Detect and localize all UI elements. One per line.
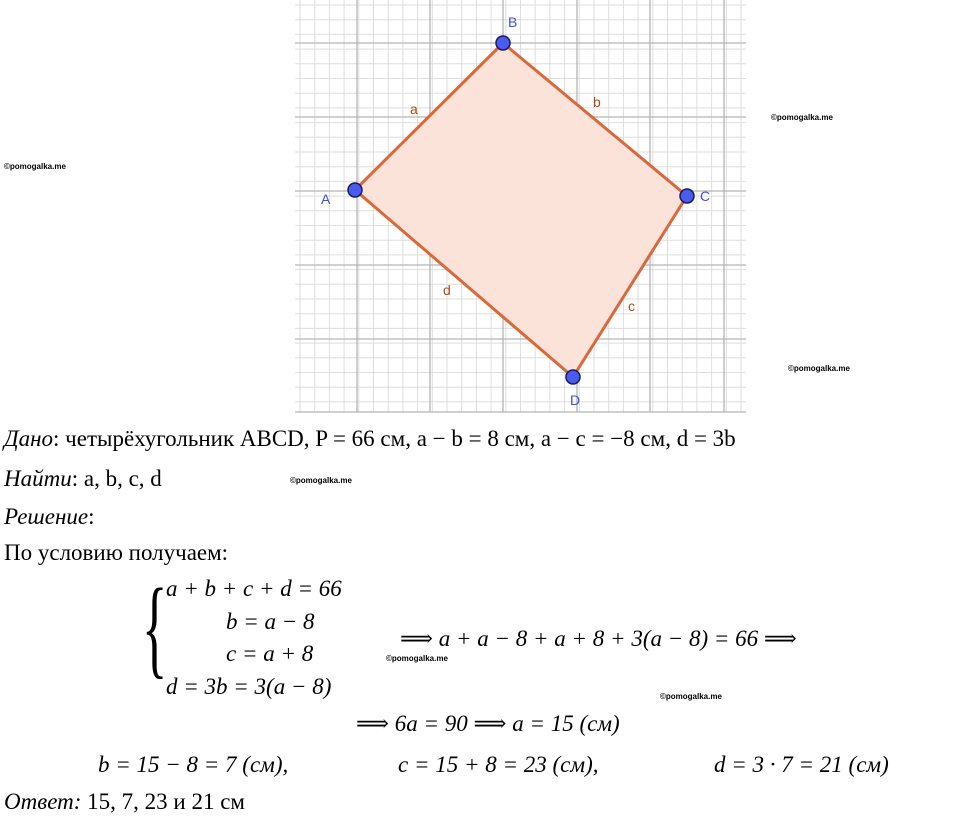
solution-colon: : (88, 504, 95, 529)
vertex-point-d (566, 370, 580, 384)
solution-intro: По условию получаем: (4, 540, 229, 565)
given-text: : четырёхугольник ABCD, P = 66 см, a − b = 8 см, a − c = −8 см, d = 3b (53, 426, 736, 451)
c-calc: c = 15 + 8 = 23 (см), (398, 752, 599, 777)
system-eq-1: a + b + c + d = 66 (166, 576, 342, 601)
side-label-c: c (628, 298, 635, 314)
vertex-point-b (496, 36, 510, 50)
vertex-label-b: B (508, 14, 518, 30)
watermark-4: ©pomogalka.me (290, 476, 352, 485)
watermark-6: ©pomogalka.me (660, 692, 722, 701)
watermark-3: ©pomogalka.me (788, 364, 850, 373)
watermark-1: ©pomogalka.me (4, 162, 66, 171)
solution-label: Решение (4, 504, 89, 529)
given-label: Дано (4, 426, 54, 451)
system-eq-4: d = 3b = 3(a − 8) (166, 674, 332, 699)
watermark-2: ©pomogalka.me (771, 113, 833, 122)
side-label-b: b (593, 94, 601, 110)
vertex-point-a (348, 183, 362, 197)
vertex-label-a: A (321, 191, 331, 207)
vertex-label-d: D (570, 392, 581, 408)
side-label-a: a (410, 101, 418, 117)
answer-line (4, 789, 245, 815)
d-calc: d = 3 · 7 = 21 (см) (714, 752, 889, 777)
given-line (4, 426, 736, 452)
solution-heading (4, 504, 95, 530)
implication-line: ⟹ a + a − 8 + a + 8 + 3(a − 8) = 66 ⟹ (400, 626, 797, 651)
find-line (4, 466, 162, 492)
find-label: Найти (4, 466, 72, 491)
find-text: : a, b, c, d (71, 466, 162, 491)
side-label-d: d (443, 282, 451, 298)
b-calc: b = 15 − 8 = 7 (см), (98, 752, 289, 777)
system-eq-2: b = a − 8 (226, 609, 315, 634)
watermark-5: ©pomogalka.me (386, 654, 448, 663)
step2-line: ⟹ 6a = 90 ⟹ a = 15 (см) (356, 711, 620, 736)
vertex-label-c: C (700, 188, 711, 204)
system-brace: { (142, 565, 168, 689)
vertex-point-c (680, 189, 694, 203)
system-eq-3: c = a + 8 (226, 641, 314, 666)
answer-text: 15, 7, 23 и 21 см (81, 789, 245, 814)
answer-label: Ответ: (4, 789, 82, 814)
